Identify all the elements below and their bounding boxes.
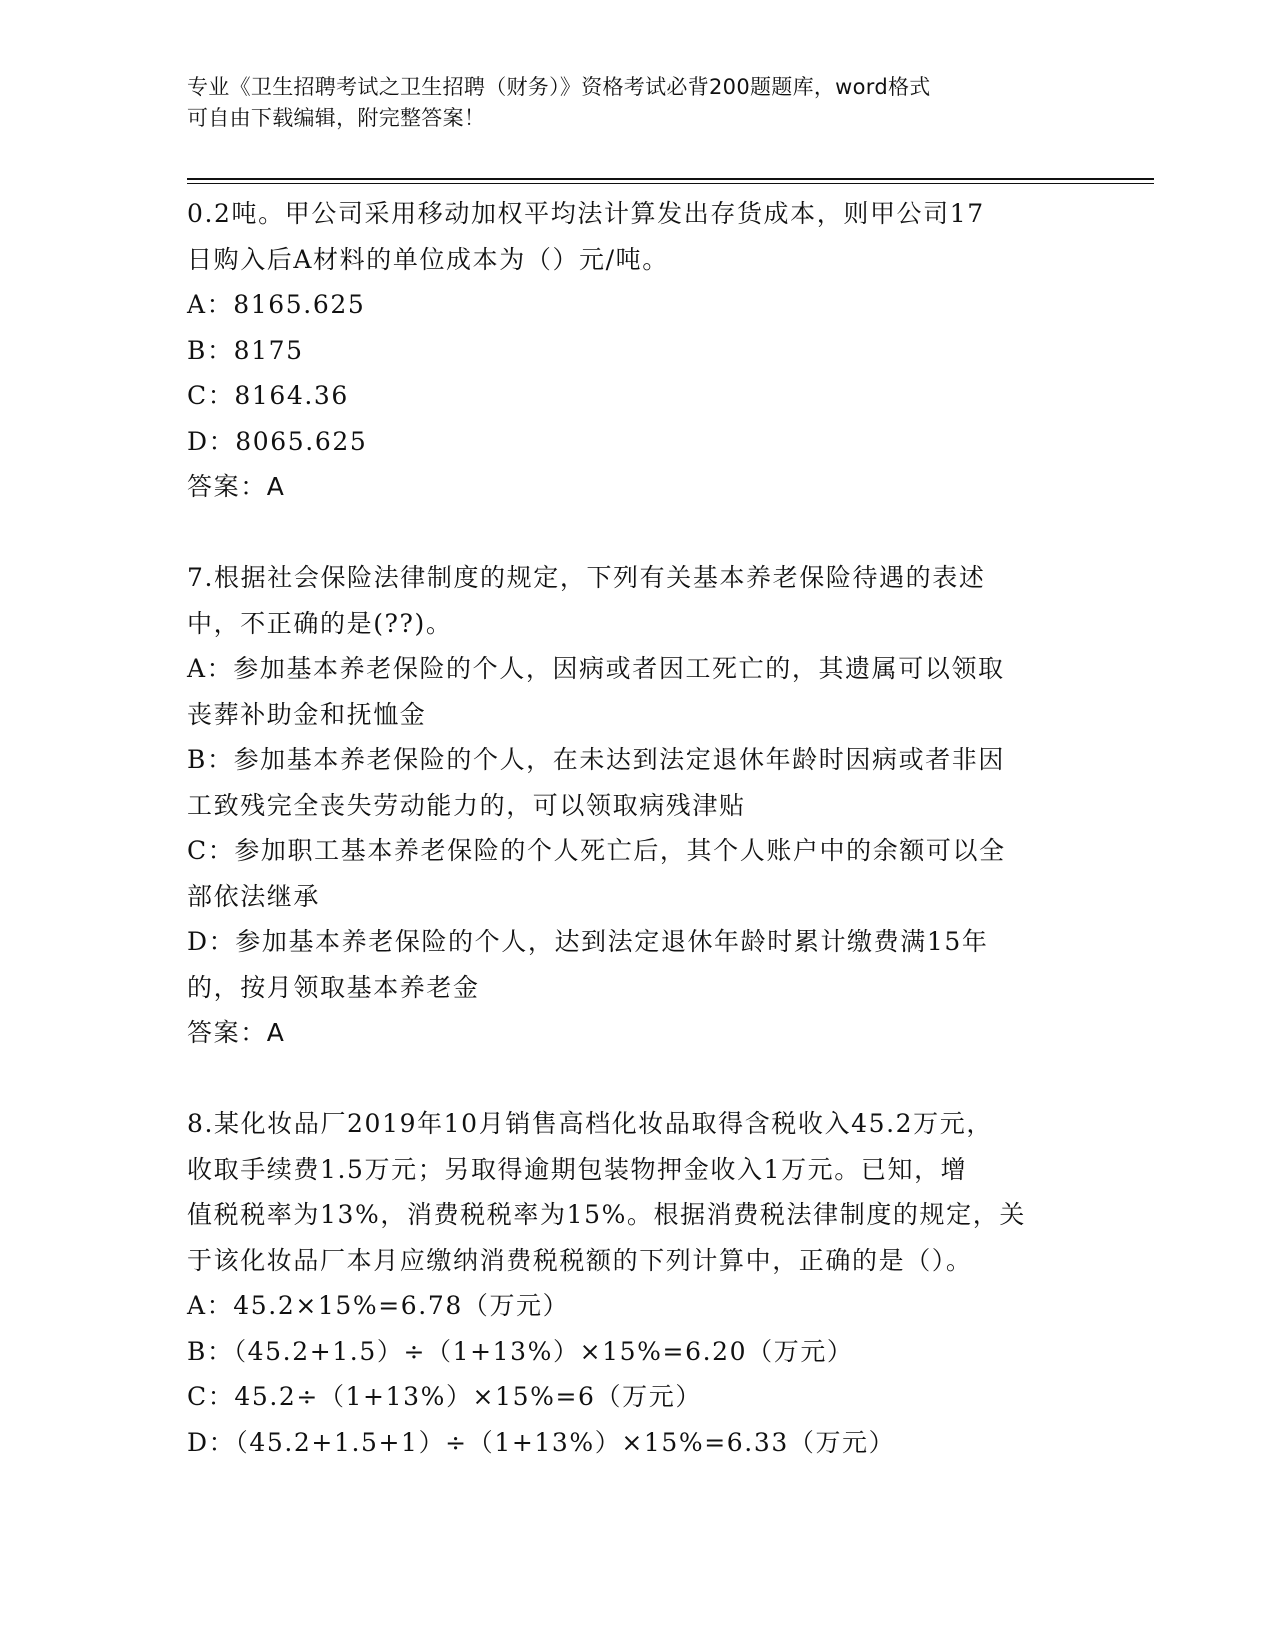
header-divider-thin	[187, 183, 1154, 184]
option-d: D：8065.625	[187, 426, 368, 456]
option-a: A：8165.625	[187, 290, 366, 319]
option-c: C：45.2÷（1+13%）×15%=6（万元）	[187, 1382, 702, 1411]
question-stem: 7.根据社会保险法律制度的规定，下列有关基本养老保险待遇的表述	[187, 563, 986, 592]
option-b: B：（45.2+1.5）÷（1+13%）×15%=6.20（万元）	[187, 1336, 854, 1366]
answer-label: 答案：A	[187, 1018, 286, 1047]
question-stem: 值税税率为13%，消费税税率为15%。根据消费税法律制度的规定，关	[187, 1200, 1026, 1229]
option-d: D：参加基本养老保险的个人，达到法定退休年龄时累计缴费满15年	[187, 927, 989, 956]
option-a: A：45.2×15%=6.78（万元）	[187, 1291, 570, 1320]
question-spacer	[187, 510, 1087, 556]
question-7	[187, 555, 1087, 1056]
question-spacer	[187, 1056, 1087, 1102]
option-d: D：（45.2+1.5+1）÷（1+13%）×15%=6.33（万元）	[187, 1427, 896, 1457]
option-c: C：参加职工基本养老保险的个人死亡后，其个人账户中的余额可以全	[187, 836, 1006, 865]
question-6	[187, 191, 1087, 510]
option-b: 工致残完全丧失劳动能力的，可以领取病残津贴	[187, 790, 746, 820]
question-stem: 于该化妆品厂本月应缴纳消费税税额的下列计算中，正确的是（）。	[187, 1245, 973, 1275]
option-d: 的，按月领取基本养老金	[187, 972, 480, 1002]
header-title-line-2: 可自由下载编辑，附完整答案！	[187, 106, 486, 130]
document-header	[187, 72, 1087, 134]
option-b: B：参加基本养老保险的个人，在未达到法定退休年龄时因病或者非因	[187, 745, 1005, 774]
header-title-line-1: 专业《卫生招聘考试之卫生招聘（财务）》资格考试必背200题题库，word格式	[187, 75, 931, 99]
question-stem: 收取手续费1.5万元；另取得逾期包装物押金收入1万元。已知，增	[187, 1154, 968, 1184]
header-divider-thick	[187, 178, 1154, 180]
question-stem: 0.2吨。甲公司采用移动加权平均法计算发出存货成本，则甲公司17	[187, 199, 985, 228]
question-stem: 中，不正确的是(??)。	[187, 608, 453, 638]
question-8	[187, 1101, 1087, 1465]
question-stem: 8.某化妆品厂2019年10月销售高档化妆品取得含税收入45.2万元，	[187, 1109, 993, 1138]
option-a: 丧葬补助金和抚恤金	[187, 699, 427, 729]
option-a: A：参加基本养老保险的个人，因病或者因工死亡的，其遗属可以领取	[187, 654, 1005, 683]
option-c: C：8164.36	[187, 381, 349, 410]
question-stem: 日购入后A材料的单位成本为（）元/吨。	[187, 244, 669, 274]
option-b: B：8175	[187, 335, 304, 365]
answer-label: 答案：A	[187, 472, 286, 501]
question-content	[187, 191, 1087, 1465]
option-c: 部依法继承	[187, 881, 321, 911]
